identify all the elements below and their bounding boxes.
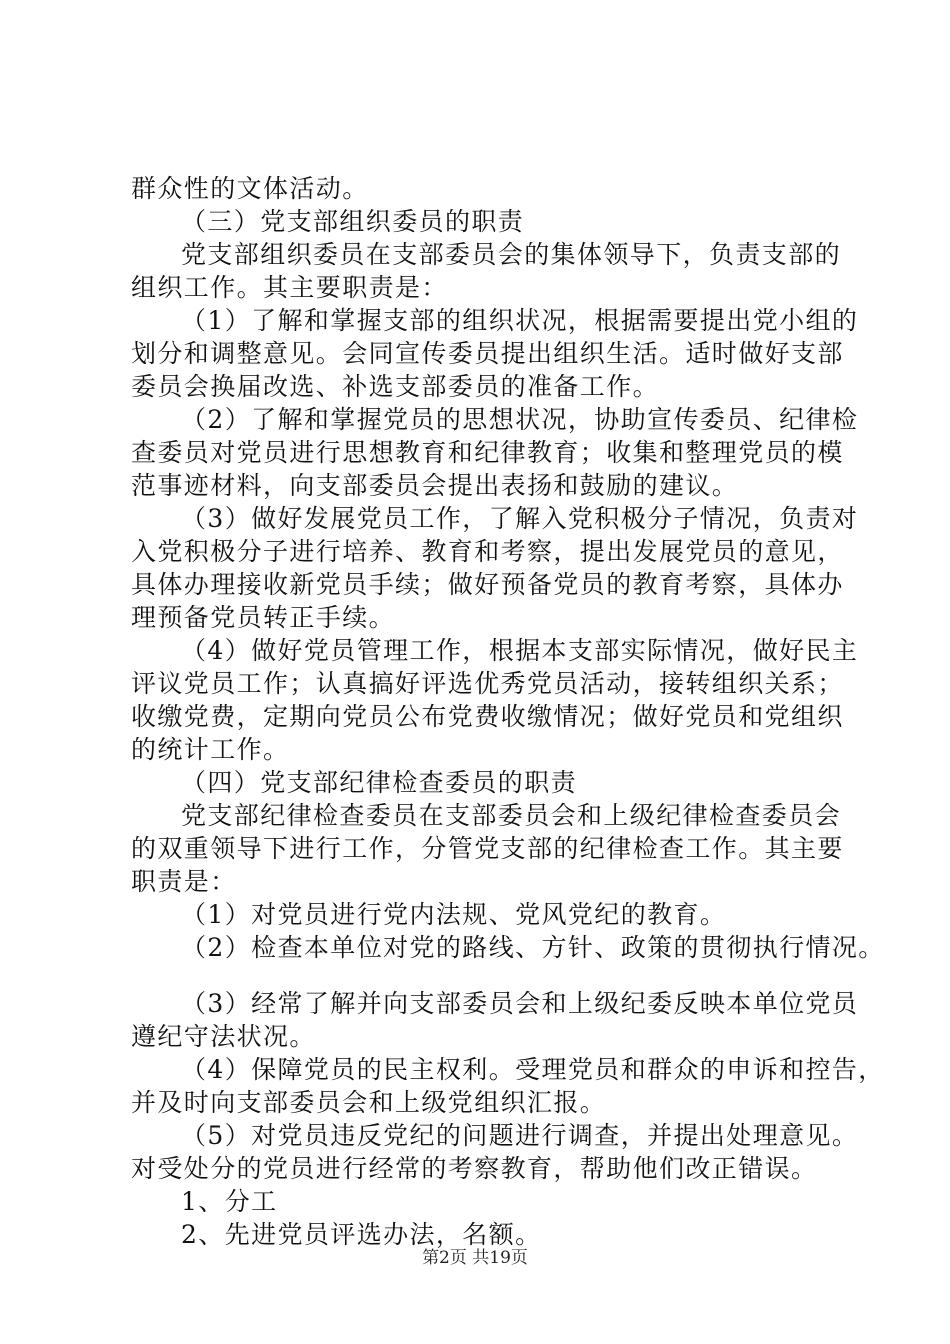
text-line: 划分和调整意见。会同宣传委员提出组织生活。适时做好支部: [131, 339, 844, 368]
text-line: 并及时向支部委员会和上级党组织汇报。: [131, 1088, 607, 1117]
text-line: 的双重领导下进行工作，分管党支部的纪律检查工作。其主要: [131, 834, 844, 863]
text-line: （四）党支部纪律检查委员的职责: [181, 768, 578, 797]
text-line: 组织工作。其主要职责是：: [131, 273, 448, 302]
text-line: 入党积极分子进行培养、教育和考察，提出发展党员的意见，: [131, 537, 844, 566]
text-line: （1）了解和掌握支部的组织状况，根据需要提出党小组的: [181, 306, 859, 335]
text-line: 收缴党费，定期向党员公布党费收缴情况；做好党员和党组织: [131, 702, 844, 731]
text-line: （1）对党员进行党内法规、党风党纪的教育。: [181, 900, 727, 929]
text-line: （4）保障党员的民主权利。受理党员和群众的申诉和控告，: [181, 1055, 885, 1084]
text-line: 范事迹材料，向支部委员会提出表扬和鼓励的建议。: [131, 471, 739, 500]
text-line: 遵纪守法状况。: [131, 1022, 316, 1051]
text-line: 2、先进党员评选办法，名额。: [181, 1220, 542, 1249]
text-line: 职责是：: [131, 867, 237, 896]
text-line: 对受处分的党员进行经常的考察教育，帮助他们改正错误。: [131, 1154, 818, 1183]
text-line: 委员会换届改选、补选支部委员的准备工作。: [131, 372, 660, 401]
text-line: 群众性的文体活动。: [131, 174, 369, 203]
document-body: [131, 172, 885, 1251]
text-line: （5）对党员违反党纪的问题进行调查，并提出处理意见。: [181, 1121, 859, 1150]
text-line: （三）党支部组织委员的职责: [181, 207, 525, 236]
text-line: 查委员对党员进行思想教育和纪律教育；收集和整理党员的模: [131, 438, 844, 467]
text-line: （2）了解和掌握党员的思想状况，协助宣传委员、纪律检: [181, 405, 859, 434]
text-line: （3）经常了解并向支部委员会和上级纪委反映本单位党员: [181, 989, 859, 1018]
text-line: （3）做好发展党员工作，了解入党积极分子情况，负责对: [181, 504, 859, 533]
text-line: 的统计工作。: [131, 735, 290, 764]
text-line: 1、分工: [181, 1187, 278, 1216]
page-footer: 第2页 共19页: [422, 1248, 528, 1268]
text-line: 具体办理接收新党员手续；做好预备党员的教育考察，具体办: [131, 570, 844, 599]
text-line: 党支部组织委员在支部委员会的集体领导下，负责支部的: [181, 240, 842, 269]
paragraph-gap: [131, 964, 851, 987]
text-line: 评议党员工作；认真搞好评选优秀党员活动，接转组织关系；: [131, 669, 844, 698]
text-line: （2）检查本单位对党的路线、方针、政策的贯彻执行情况。: [181, 933, 885, 962]
text-line: （4）做好党员管理工作，根据本支部实际情况，做好民主: [181, 636, 859, 665]
text-line: 理预备党员转正手续。: [131, 603, 396, 632]
text-line: 党支部纪律检查委员在支部委员会和上级纪律检查委员会: [181, 801, 842, 830]
